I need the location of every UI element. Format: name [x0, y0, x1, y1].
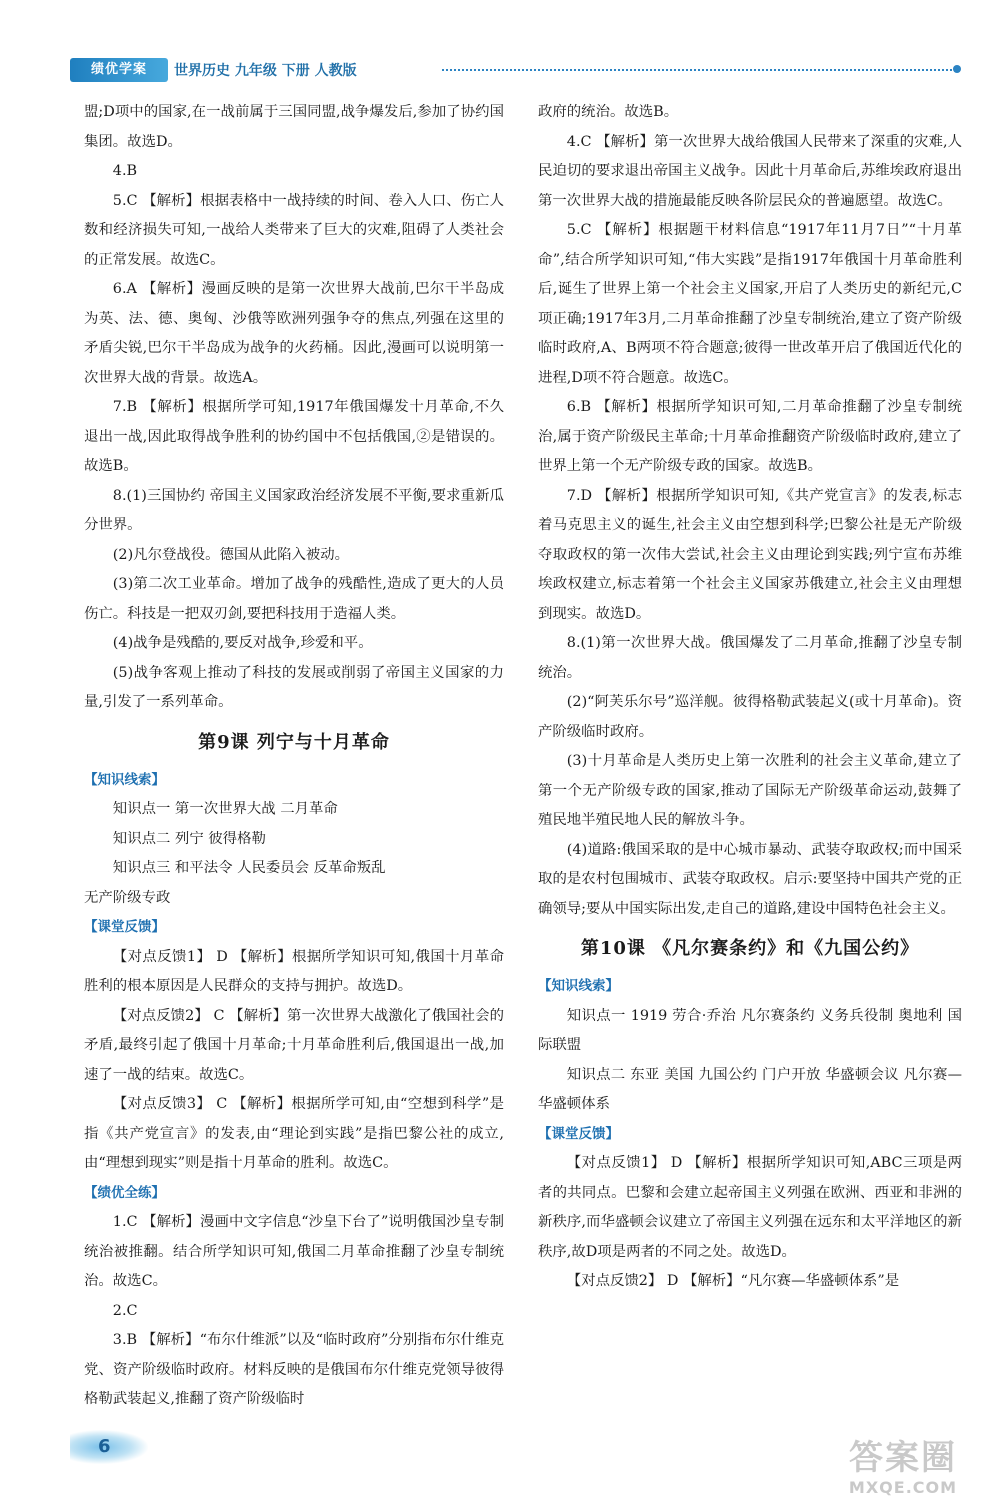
answer-paragraph: 5.C 【解析】根据题干材料信息“1917年11月7日”“十月革命”,结合所学知识可知,“伟大实践”是指1917年俄国十月革命胜利后,诞生了世界上第一个社会主义国家,开启了人类历史的新纪元,C项正确;1917年3月,二月革命推翻了沙皇专制统治,建立了资产阶级临时政府,A、B两项不符合题意;彼得一世改革开启了俄国近代化的进程,D项不符合题意。故选C。 [538, 222, 962, 386]
section-tag: 【知识线索】 [84, 771, 165, 788]
header-dot-icon [953, 65, 961, 73]
answer-paragraph: 盟;D项中的国家,在一战前属于三国同盟,战争爆发后,参加了协约国集团。故选D。 [84, 104, 504, 150]
answer-paragraph: (2)“阿芙乐尔号”巡洋舰。彼得格勒武装起义(或十月革命)。资产阶级临时政府。 [538, 694, 962, 740]
answer-paragraph: 7.B 【解析】根据所学可知,1917年俄国爆发十月革命,不久退出一战,因此取得战争胜利的协约国中不包括俄国,②是错误的。故选B。 [84, 399, 504, 474]
answer-paragraph: 【对点反馈2】 D 【解析】“凡尔赛—华盛顿体系”是 [566, 1273, 900, 1289]
answer-paragraph: 1.C 【解析】漫画中文字信息“沙皇下台了”说明俄国沙皇专制统治被推翻。结合所学知识可知,俄国二月革命推翻了沙皇专制统治。故选C。 [84, 1214, 504, 1289]
answer-paragraph: 5.C 【解析】根据表格中一战持续的时间、卷入人口、伤亡人数和经济损失可知,一战给人类带来了巨大的灾难,阻碍了人类社会的正常发展。故选C。 [84, 192, 504, 268]
answer-paragraph: (5)战争客观上推动了科技的发展或削弱了帝国主义国家的力量,引发了一系列革命。 [84, 664, 504, 710]
right-column [538, 98, 962, 1297]
answer-paragraph: 知识点一 第一次世界大战 二月革命 [112, 801, 338, 817]
answer-paragraph: 【对点反馈3】 C 【解析】根据所学可知,由“空想到科学”是指《共产党宣言》的发表,由“理论到实践”是指巴黎公社的成立,由“理想到现实”则是指十月革命的胜利。故选C。 [84, 1096, 504, 1171]
page-number: 6 [70, 1430, 148, 1464]
answer-paragraph: 知识点二 列宁 彼得格勒 [112, 830, 266, 847]
answer-paragraph: (4)战争是残酷的,要反对战争,珍爱和平。 [112, 635, 373, 651]
watermark-glyphs: 答案圈 [849, 1438, 957, 1478]
answer-paragraph: 6.B 【解析】根据所学知识可知,二月革命推翻了沙皇专制统治,属于资产阶级民主革命;十月革命推翻资产阶级临时政府,建立了世界上第一个无产阶级专政的国家。故选B。 [538, 399, 962, 474]
answer-paragraph: 8.(1)第一次世界大战。俄国爆发了二月革命,推翻了沙皇专制统治。 [538, 635, 962, 681]
left-column [84, 98, 504, 1415]
header-title: 世界历史 九年级 下册 人教版 [174, 63, 357, 79]
answer-paragraph: 【对点反馈1】 D 【解析】根据所学知识可知,俄国十月革命胜利的根本原因是人民群众的支持与拥护。故选D。 [84, 948, 504, 994]
lesson-title: 第10课 《凡尔赛条约》和《九国公约》 [580, 938, 920, 959]
answer-paragraph: 【对点反馈2】 C 【解析】第一次世界大战激化了俄国社会的矛盾,最终引起了俄国十月革命;十月革命胜利后,俄国退出一战,加速了一战的结束。故选C。 [84, 1007, 504, 1083]
answer-paragraph: 2.C [112, 1302, 138, 1319]
watermark-url: MXQE.COM [848, 1478, 958, 1497]
answer-paragraph: 政府的统治。故选B。 [538, 104, 679, 120]
section-tag: 【知识线索】 [538, 978, 619, 994]
section-tag: 【课堂反馈】 [84, 919, 165, 935]
page-header [70, 56, 960, 84]
answer-paragraph: (3)第二次工业革命。增加了战争的残酷性,造成了更大的人员伤亡。科技是一把双刃剑,要把科技用于造福人类。 [84, 576, 504, 622]
answer-paragraph: (2)凡尔登战役。德国从此陷入被动。 [112, 546, 350, 563]
answer-paragraph: 3.B 【解析】“布尔什维派”以及“临时政府”分别指布尔什维克党、资产阶级临时政府。材料反映的是俄国布尔什维克党领导彼得格勒武装起义,推翻了资产阶级临时 [84, 1332, 504, 1407]
series-logo: 绩优学案 [70, 58, 168, 82]
answer-paragraph: 8.(1)三国协约 帝国主义国家政治经济发展不平衡,要求重新瓜分世界。 [84, 487, 504, 533]
section-tag: 【课堂反馈】 [538, 1125, 619, 1142]
answer-paragraph: (4)道路:俄国采取的是中心城市暴动、武装夺取政权;而中国采取的是农村包围城市、武装夺取政权。启示:要坚持中国共产党的正确领导;要从中国实际出发,走自己的道路,建设中国特色社会主义。 [538, 841, 962, 917]
answer-paragraph: (3)十月革命是人类历史上第一次胜利的社会主义革命,建立了第一个无产阶级专政的国家,推动了国际无产阶级革命运动,鼓舞了殖民地半殖民地人民的解放斗争。 [538, 753, 962, 828]
header-dotted-rule [442, 69, 952, 71]
answer-paragraph: 4.C 【解析】第一次世界大战给俄国人民带来了深重的灾难,人民迫切的要求退出帝国主义战争。因此十月革命后,苏维埃政府退出第一次世界大战的措施最能反映各阶层民众的普遍愿望。故选C。 [538, 133, 962, 209]
answer-paragraph: 【对点反馈1】 D 【解析】根据所学知识可知,ABC三项是两者的共同点。巴黎和会建立起帝国主义列强在欧洲、西亚和非洲的新秩序,而华盛顿会议建立了帝国主义列强在远东和太平洋地区的新秩序,故D项是两者的不同之处。故选D。 [538, 1155, 962, 1260]
answer-paragraph: 6.A 【解析】漫画反映的是第一次世界大战前,巴尔干半岛成为英、法、德、奥匈、沙俄等欧洲列强争夺的焦点,列强在这里的矛盾尖锐,巴尔干半岛成为战争的火药桶。因此,漫画可以说明第一次世界大战的背景。故选A。 [84, 281, 504, 386]
lesson-title: 第9课 列宁与十月革命 [198, 731, 390, 753]
section-tag: 【绩优全练】 [84, 1184, 165, 1201]
answer-paragraph: 无产阶级专政 [84, 889, 171, 906]
answer-paragraph: 知识点三 和平法令 人民委员会 反革命叛乱 [112, 860, 386, 876]
answer-paragraph: 7.D 【解析】根据所学知识可知,《共产党宣言》的发表,标志着马克思主义的诞生,社会主义由空想到科学;巴黎公社是无产阶级夺取政权的第一次伟大尝试,社会主义由理论到实践;列宁宣布苏维埃政权建立,标志着第一个社会主义国家苏俄建立,社会主义由理想到现实。故选D。 [538, 487, 962, 622]
answer-paragraph: 知识点二 东亚 美国 九国公约 门户开放 华盛顿会议 凡尔赛—华盛顿体系 [538, 1066, 962, 1112]
answer-paragraph: 知识点一 1919 劳合·乔治 凡尔赛条约 义务兵役制 奥地利 国际联盟 [538, 1007, 962, 1053]
watermark-logo [828, 1438, 978, 1504]
answer-paragraph: 4.B [112, 163, 138, 179]
